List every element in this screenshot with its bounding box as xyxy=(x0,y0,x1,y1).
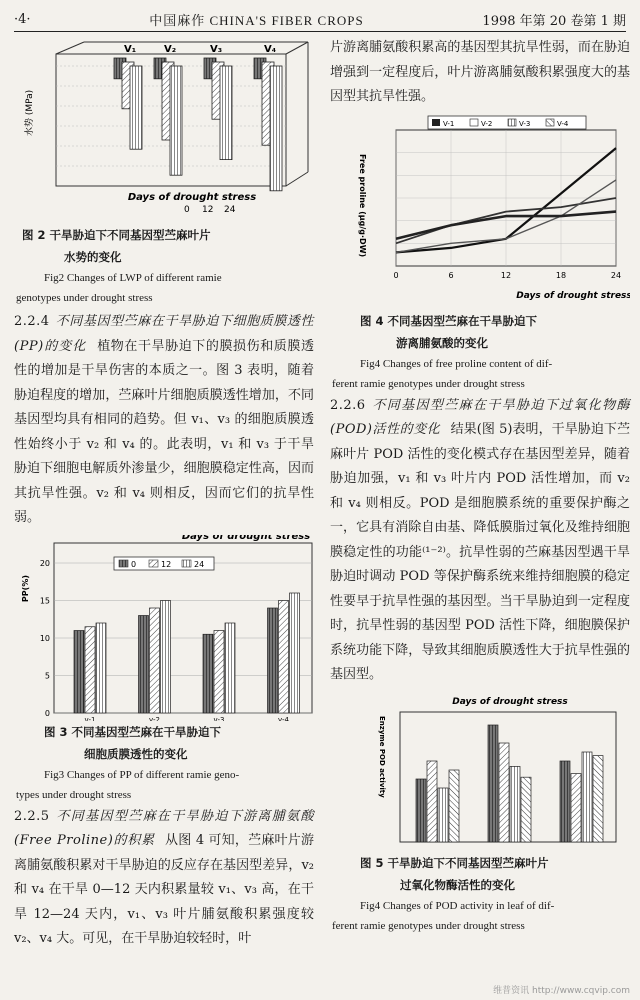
fig4-legend-swatch-v2 xyxy=(470,119,478,126)
figure-2-caption-cn-2: 水势的变化 xyxy=(64,250,122,264)
fig3-x-tick: v-2 xyxy=(149,715,160,721)
fig5-bar xyxy=(593,755,603,841)
fig3-y-tick: 10 xyxy=(39,633,50,643)
figure-3-caption-cn-2: 细胞质膜透性的变化 xyxy=(84,746,188,761)
fig5-bar xyxy=(449,770,459,842)
fig3-ylabel: PP(%) xyxy=(21,574,30,602)
fig3-bar xyxy=(139,615,149,713)
section-2-2-4 xyxy=(14,310,314,531)
fig3-bar xyxy=(150,608,160,713)
page-header xyxy=(14,8,626,32)
fig2-bars xyxy=(114,58,282,191)
fig5-bar xyxy=(510,766,520,842)
fig5-bar xyxy=(521,777,531,842)
section-2-2-5 xyxy=(14,805,314,952)
fig4-x-tick: 6 xyxy=(448,270,454,280)
fig4-legend-swatch-v1 xyxy=(432,119,440,126)
right-column xyxy=(330,36,630,994)
fig3-y-tick: 20 xyxy=(39,558,50,568)
fig3-bar xyxy=(225,623,235,713)
section-2-2-4-body: 植物在干旱胁迫下的膜损伤和质膜透性的增加是干旱伤害的本质之一。图 3 表明，随着胁迫程度的增加，苎麻叶片细胞质膜透性增加，不同基因型均具有相同的趋势。但 v₁、v₃ 的细胞质膜透性始终小于 v₂ 和 v₄ 的。此表明，v₁ 和 v₃ 于干旱胁迫下细胞电解质外渗量少，细胞膜稳定性高，因而其抗旱性强。v₂ 和 v₄ 则相反，因而它们的抗旱性弱。 xyxy=(14,338,314,525)
figure-4 xyxy=(330,114,630,310)
fig3-bar xyxy=(203,634,213,713)
fig5-ylabel: Enzyme POD activity xyxy=(378,715,386,798)
fig3-title: Days of drought stress xyxy=(181,534,311,542)
fig2-legend-v4: V₄ xyxy=(264,44,277,55)
figure-5 xyxy=(330,692,630,852)
fig5-bar xyxy=(571,773,581,841)
figure-2 xyxy=(14,36,314,224)
fig3-x-tick: v-1 xyxy=(84,715,96,721)
figure-2-caption-en-2: genotypes under drought stress xyxy=(16,292,153,304)
fig4-legend-v3: V-3 xyxy=(519,119,531,128)
figure-5-caption-en-2: ferent ramie genotypes under drought stress xyxy=(332,919,525,932)
fig3-y-tick: 5 xyxy=(44,671,50,680)
fig2-frame-bottom-right xyxy=(286,172,308,186)
figure-4-caption-en-1: Fig4 Changes of free proline content of dif- xyxy=(360,357,553,370)
fig2-bar xyxy=(130,66,142,149)
figure-2-chart xyxy=(14,36,314,224)
fig3-legend-12: 12 xyxy=(161,559,172,569)
section-2-2-6-body: 结果(图 5)表明，干旱胁迫下苎麻叶片 POD 活性的变化模式存在基因型差异，随着胁迫加强，v₁ 和 v₃ 叶片内 POD 活性增加，而 v₂ 和 v₄ 则相反。POD 是细胞膜系统的重要保护酶之一，它具有消除自由基、降低膜脂过氧化及维持细胞膜稳定性的功能⁽¹⁻²⁾。抗旱性弱的苎麻基因型遇干旱胁迫时调动 POD 等保护酶系统来维持细胞膜的稳定性要早于抗旱性强的基因型。当干旱胁迫到一定程度时，抗旱性弱的基因型 POD 活性下降，细胞膜保护系统功能下降，导致其细胞质膜透性大于抗旱性强的基因型。 xyxy=(330,422,630,682)
section-2-2-5-continued: 片游离脯氨酸积累高的基因型其抗旱性弱，而在胁迫增强到一定程度后，叶片游离脯氨酸积累强度大的基因型其抗旱性强。 xyxy=(330,40,630,104)
figure-2-caption-en-1: Fig2 Changes of LWP of different ramie xyxy=(44,272,222,284)
fig2-ylabel: 水势 (MPa) xyxy=(25,89,35,136)
fig2-legend-v3: V₃ xyxy=(210,44,223,55)
fig5-bar xyxy=(499,743,509,842)
fig3-bars xyxy=(74,593,300,713)
fig3-bar xyxy=(74,630,84,713)
left-column xyxy=(14,36,314,994)
section-2-2-5-number: 2.2.5 xyxy=(14,808,50,824)
fig4-x-tick: 0 xyxy=(393,270,399,280)
fig4-legend-v2: V-2 xyxy=(481,119,493,128)
figure-2-caption-cn-1: 图 2 干旱胁迫下不同基因型苎麻叶片 xyxy=(22,228,211,242)
fig2-x-tick-24: 24 xyxy=(224,205,236,215)
fig3-bar xyxy=(85,626,95,712)
figure-5-caption-cn-1: 图 5 干旱胁迫下不同基因型苎麻叶片 xyxy=(360,855,549,870)
fig5-bar xyxy=(427,761,437,842)
fig2-bar xyxy=(220,66,232,160)
issue-info: 1998 年第 20 卷第 1 期 xyxy=(482,14,626,29)
fig3-bar xyxy=(290,593,300,713)
fig4-legend-swatch-v4 xyxy=(546,119,554,126)
section-2-2-6-number: 2.2.6 xyxy=(330,397,366,413)
fig4-xlabel: Days of drought stress xyxy=(516,290,630,301)
figure-3-caption-en-1: Fig3 Changes of PP of different ramie geno- xyxy=(44,768,240,781)
figure-3-caption-cn-1: 图 3 不同基因型苎麻在干旱胁迫下 xyxy=(44,724,222,739)
fig3-legend-24: 24 xyxy=(194,559,205,569)
fig2-x-tick-12: 12 xyxy=(202,205,214,215)
figure-5-caption-cn-2: 过氧化物酶活性的变化 xyxy=(400,877,515,892)
fig4-x-tick: 18 xyxy=(555,270,567,280)
section-2-2-5-body: 从图 4 可知，苎麻叶片游离脯氨酸积累对干旱胁迫的反应存在基因型差异，v₂ 和 v₄ 在干旱 0—12 天内积累量较 v₁、v₃ 高，在干旱 12—24 天内，v₁、v₃ 叶片脯氨酸积累强度较 v₂、v₄ 大。可见，在干旱胁迫较轻时，叶 xyxy=(14,833,314,946)
fig2-bar xyxy=(170,66,182,175)
fig3-y-tick: 0 xyxy=(44,708,50,718)
fig2-frame-top-right xyxy=(286,42,308,54)
fig3-bar xyxy=(279,600,289,713)
fig2-legend-v2: V₂ xyxy=(164,44,177,55)
fig5-bar xyxy=(488,725,498,842)
figure-5-caption-en-1: Fig4 Changes of POD activity in leaf of dif- xyxy=(360,899,555,912)
fig4-grid xyxy=(396,130,616,266)
page-number: ·4· xyxy=(14,12,31,27)
fig2-frame-top-left xyxy=(56,42,84,54)
fig3-bar xyxy=(268,608,278,713)
fig5-bar xyxy=(438,788,448,842)
fig3-legend-swatch-24 xyxy=(182,560,191,567)
figure-4-caption-cn-1: 图 4 不同基因型苎麻在干旱胁迫下 xyxy=(360,313,538,328)
fig3-bar xyxy=(161,600,171,713)
fig5-bar xyxy=(416,779,426,842)
fig3-legend-0: 0 xyxy=(131,559,137,569)
fig3-bar xyxy=(214,630,224,713)
section-2-2-4-title: 不同基因型苎麻在干旱胁迫下细胞质膜透性(PP)的变化 xyxy=(14,314,314,354)
section-2-2-4-number: 2.2.4 xyxy=(14,314,50,329)
figure-5-chart xyxy=(330,692,630,852)
fig4-ylabel: Free proline (μg/g·DW) xyxy=(358,153,367,257)
section-2-2-6-title: 不同基因型苎麻在干旱胁迫下过氧化物酶(POD)活性的变化 xyxy=(330,397,630,437)
figure-3 xyxy=(14,535,314,721)
fig3-x-tick: v-3 xyxy=(213,715,225,721)
fig5-bar xyxy=(582,752,592,842)
journal-title: 中国麻作 CHINA'S FIBER CROPS xyxy=(149,13,364,28)
fig4-x-tick: 12 xyxy=(500,270,512,280)
figure-3-chart xyxy=(14,535,314,721)
figure-4-caption-en-2: ferent ramie genotypes under drought stress xyxy=(332,377,525,390)
fig3-legend-swatch-12 xyxy=(149,560,158,567)
fig4-legend-swatch-v3 xyxy=(508,119,516,126)
fig4-legend-v4: V-4 xyxy=(557,119,569,128)
fig2-x-tick-0: 0 xyxy=(184,205,190,215)
watermark: 维普资讯 http://www.cqvip.com xyxy=(493,986,630,996)
section-2-2-5-title: 不同基因型苎麻在干旱胁迫下游离脯氨酸(Free Proline)的积累 xyxy=(14,808,314,848)
figure-3-caption-en-2: types under drought stress xyxy=(16,788,132,801)
figure-4-chart xyxy=(330,114,630,310)
fig4-x-ticks xyxy=(393,271,621,280)
figure-4-caption-cn-2: 游离脯氨酸的变化 xyxy=(396,335,488,350)
fig4-x-tick: 24 xyxy=(610,270,622,280)
fig5-bar xyxy=(560,761,570,842)
fig2-bar xyxy=(270,66,282,191)
fig3-legend-swatch-0 xyxy=(119,560,128,567)
fig2-xlabel: Days of drought stress xyxy=(127,192,257,203)
fig3-y-tick: 15 xyxy=(39,596,50,605)
section-2-2-6 xyxy=(330,394,630,688)
fig5-title: Days of drought stress xyxy=(452,696,568,707)
fig3-bar xyxy=(96,623,106,713)
fig5-bars xyxy=(416,725,603,842)
fig3-x-tick: v-4 xyxy=(278,715,289,721)
fig2-legend-v1: V₁ xyxy=(124,44,137,55)
fig4-legend-v1: V-1 xyxy=(443,119,455,128)
